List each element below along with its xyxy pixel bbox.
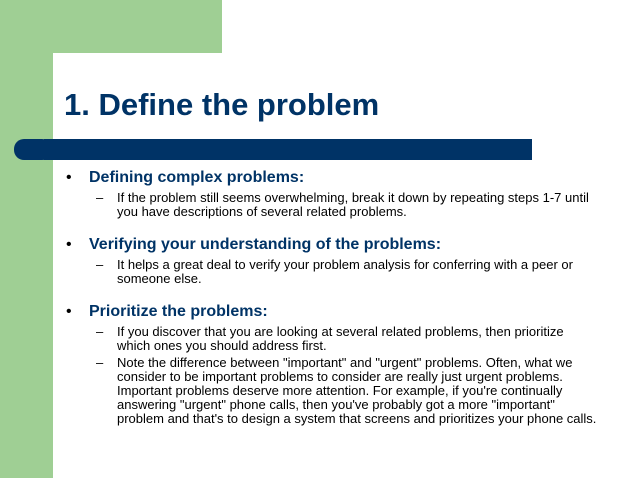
bullet-icon: • [66,303,72,320]
slide-title: 1. Define the problem [64,87,380,122]
sub-item-text: If the problem still seems overwhelming, break it down by repeating steps 1-7 until you have descriptions of several related problems. [117,190,589,219]
decorative-green-strip [0,0,53,478]
section-defining-complex-problems [66,168,626,219]
section-heading: Defining complex problems: [89,169,305,186]
list-item [96,191,626,219]
list-item [96,325,626,353]
sub-item-text: If you discover that you are looking at several related problems, then prioritize which ones you should address first. [117,324,564,353]
sub-item-text: Note the difference between "important" and "urgent" problems. Often, what we consider to be important problems to consider are really just urgent problems. Important problems deserve more attention. For example, if you're continually answering "urgent" phone calls, then you've probably got a more "important" problem and that's to design a system that screens and prioritizes your phone calls. [117,355,597,426]
section-heading: Prioritize the problems: [89,303,268,320]
bullet-icon: • [66,236,72,253]
slide-content [66,168,626,442]
title-underline-bar [44,139,532,160]
section-heading: Verifying your understanding of the problems: [89,236,442,253]
dash-icon: – [96,190,104,205]
list-item [96,356,626,426]
section-verifying-understanding [66,235,626,286]
section-prioritize-problems [66,302,626,426]
list-item [96,258,626,286]
dash-icon: – [96,324,104,339]
bullet-icon: • [66,169,72,186]
dash-icon: – [96,355,104,370]
dash-icon: – [96,257,104,272]
sub-item-text: It helps a great deal to verify your problem analysis for conferring with a peer or someone else. [117,257,573,286]
